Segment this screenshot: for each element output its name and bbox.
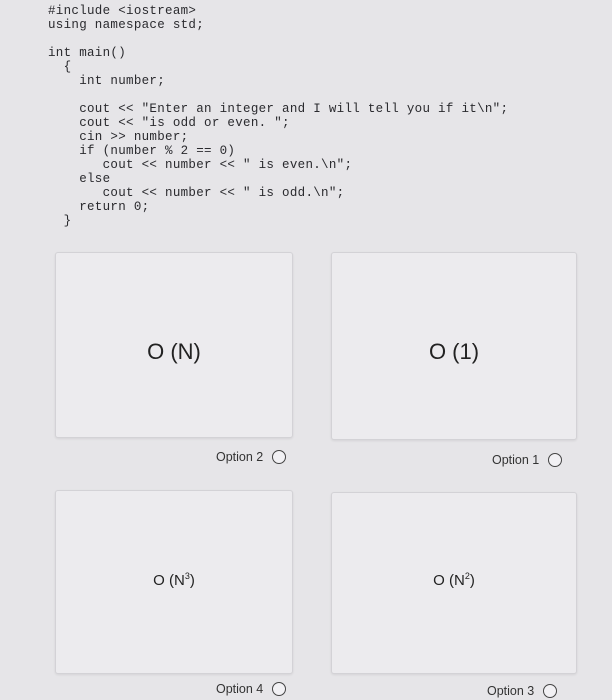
- option-label: Option 3: [487, 684, 535, 698]
- expression-exponent: 3: [184, 571, 190, 581]
- option-label: Option 1: [492, 453, 540, 467]
- option-4-choice[interactable]: [216, 682, 286, 696]
- option-card-o-1[interactable]: [331, 252, 577, 440]
- code-line: #include <iostream>: [48, 4, 197, 18]
- code-line: int number;: [48, 74, 166, 88]
- radio-button[interactable]: [543, 684, 557, 698]
- code-line: return 0;: [48, 200, 150, 214]
- option-expression: O (1): [428, 339, 480, 364]
- option-expression: O (N): [147, 339, 201, 364]
- code-line: cout << number << " is even.\n";: [48, 158, 353, 172]
- expression-exponent: 2: [464, 571, 470, 581]
- code-line: cout << "is odd or even. ";: [48, 116, 290, 130]
- option-3-choice[interactable]: [487, 684, 557, 698]
- code-line: cin >> number;: [48, 130, 189, 144]
- code-line: using namespace std;: [48, 18, 205, 32]
- option-2-choice[interactable]: [216, 450, 286, 464]
- option-1-choice[interactable]: [492, 453, 562, 467]
- code-line: cout << "Enter an integer and I will tell you if it\n";: [48, 102, 509, 116]
- code-line: else: [48, 172, 111, 186]
- option-expression: [56, 571, 292, 589]
- expression-base: O (N: [153, 572, 185, 589]
- option-label: Option 4: [216, 682, 264, 696]
- expression-base: O (N: [433, 572, 465, 589]
- code-line: cout << number << " is odd.\n";: [48, 186, 345, 200]
- option-card-o-n-squared[interactable]: [331, 492, 577, 674]
- code-line: if (number % 2 == 0): [48, 144, 236, 158]
- code-line: {: [48, 60, 72, 74]
- option-card-o-n[interactable]: [55, 252, 293, 438]
- code-line: }: [48, 214, 72, 228]
- option-card-o-n-cubed[interactable]: [55, 490, 293, 674]
- code-line: int main(): [48, 46, 127, 60]
- code-listing: [48, 4, 509, 242]
- expression-end: ): [189, 572, 195, 589]
- radio-button[interactable]: [548, 453, 562, 467]
- option-expression: [332, 571, 576, 589]
- expression-end: ): [469, 572, 475, 589]
- radio-button[interactable]: [272, 450, 286, 464]
- radio-button[interactable]: [272, 682, 286, 696]
- option-label: Option 2: [216, 450, 264, 464]
